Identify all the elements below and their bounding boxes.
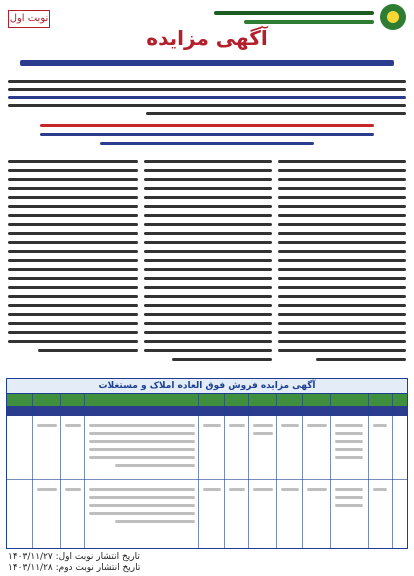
table-header-top (7, 394, 407, 406)
first-issue-tag: نوبت اول (8, 10, 50, 28)
table-header-bottom (7, 406, 407, 416)
table-banner: آگهی مزایده فروش فوق العاده املاک و مستغلات (6, 378, 408, 394)
first-publication-date: تاریخ انتشار نوبت اول: ۱۴۰۳/۱۱/۲۷ (8, 552, 140, 562)
property-table (6, 393, 408, 549)
second-publication-date: تاریخ انتشار نوبت دوم: ۱۴۰۳/۱۱/۲۸ (8, 563, 141, 573)
publication-dates (8, 552, 178, 574)
page-title: آگهی مزایده (146, 26, 268, 50)
